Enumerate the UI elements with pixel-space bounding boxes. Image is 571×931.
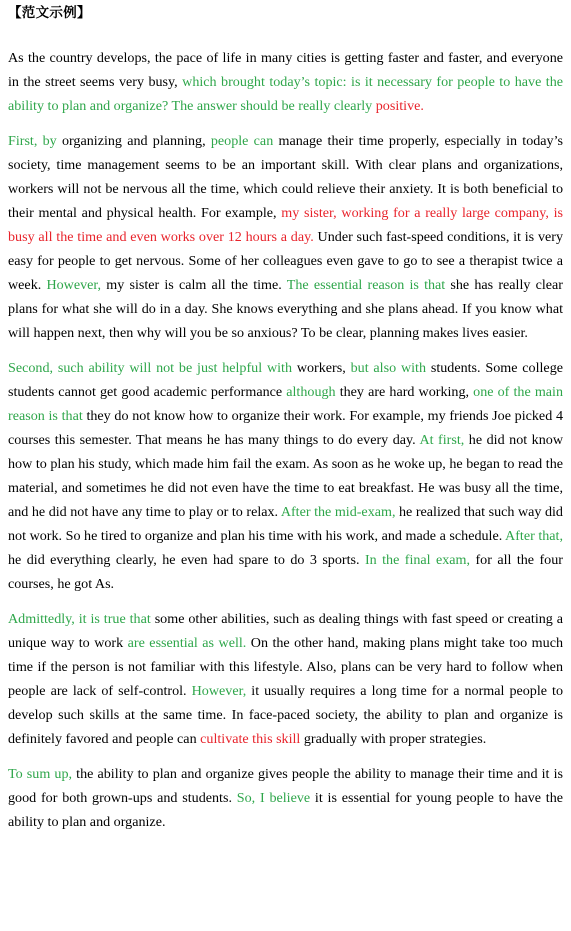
highlight-phrase-green: So, I believe — [236, 790, 311, 806]
highlight-phrase-green: After that, — [505, 528, 563, 544]
body-text: On the other hand, making plans might take too much time if the person is not familiar with this lifestyle. Also, plans can be very hard to follow when people are lack of self-control. — [8, 635, 563, 699]
body-text: the ability to plan and organize gives people the ability to manage their time and it is good for both grown-ups and students. — [8, 766, 563, 806]
body-text: students. Some college students cannot get good academic performance — [8, 360, 563, 400]
body-text: she has really clear plans for what she will do in a day. She knows everything and she plans ahead. If you know what will happen next, then why will you be so anxious? To be clear, planning makes lives easier. — [8, 277, 563, 341]
body-text: As the country develops, the pace of life in many cities is getting faster and faster, and everyone in the street seems very busy, — [8, 50, 563, 90]
body-text: organizing and planning, — [56, 133, 211, 149]
highlight-phrase-green: However, — [191, 683, 247, 699]
highlight-phrase-green: Second, such ability will not be just helpful with — [8, 360, 293, 376]
body-text: it is essential for young people to have the ability to plan and organize. — [8, 790, 564, 830]
highlight-phrase-green: people can — [210, 133, 274, 149]
body-text: for all the four courses, he got As. — [8, 552, 563, 592]
highlight-phrase-green: The essential reason is that — [286, 277, 446, 293]
highlight-phrase-green: although — [286, 384, 336, 400]
highlight-phrase-green: but also with — [350, 360, 427, 376]
body-text: Under such fast-speed conditions, it is very easy for people to get nervous. Some of her colleagues even gave to go to see a therapist twice a week. — [8, 229, 563, 293]
highlight-phrase-green: First, by — [8, 133, 57, 149]
highlight-phrase-green: However, — [46, 277, 102, 293]
highlight-phrase-green: one of the main reason is that — [8, 384, 563, 424]
highlight-phrase-green: To sum up, — [8, 766, 73, 782]
essay-paragraph-5 — [8, 762, 563, 834]
highlight-phrase-green: which brought today’s topic: is it necessary for people to have the ability to plan and organize? The answer should be really clearly — [8, 74, 564, 114]
body-text: it usually requires a long time for a normal people to develop such skills at the same time. In face-paced society, the ability to plan and organize is definitely favored and people can — [8, 683, 563, 747]
body-text: they are hard working, — [335, 384, 474, 400]
highlight-phrase-green: After the mid-exam, — [280, 504, 396, 520]
essay-paragraph-1 — [8, 46, 563, 118]
essay-body — [8, 46, 563, 834]
body-text: manage their time properly, especially in today’s society, time management seems to be an important skill. With clear plans and organizations, workers will not be nervous all the time, which could relieve their anxiety. It is both beneficial to their mental and physical health. For example, — [8, 133, 563, 221]
body-text: my sister is calm all the time. — [101, 277, 287, 293]
body-text: gradually with proper strategies. — [300, 731, 487, 747]
essay-paragraph-3 — [8, 356, 563, 596]
body-text: he did everything clearly, he even had spare to do 3 sports. — [8, 552, 365, 568]
highlight-phrase-red: cultivate this skill — [200, 731, 301, 747]
body-text: he did not know how to plan his study, which made him fail the exam. As soon as he woke up, he began to read the material, and sometimes he did not even have the time to eat breakfast. He was busy all the time, and he did not have any time to play or to relax. — [8, 432, 564, 520]
body-text: workers, — [292, 360, 351, 376]
highlight-phrase-red: my sister, working for a really large company, is busy all the time and even works over 12 hours a day. — [8, 205, 563, 245]
highlight-phrase-red: positive. — [375, 98, 424, 114]
highlight-phrase-green: In the final exam, — [364, 552, 471, 568]
highlight-phrase-green: are essential as well. — [127, 635, 247, 651]
body-text: some other abilities, such as dealing things with fast speed or creating a unique way to work — [8, 611, 564, 651]
body-text: they do not know how to organize their work. For example, my friends Joe picked 4 courses this semester. That means he has many things to do every day. — [8, 408, 563, 448]
highlight-phrase-green: At first, — [419, 432, 465, 448]
essay-paragraph-2 — [8, 129, 563, 345]
section-heading: 【范文示例】 — [8, 5, 91, 21]
body-text: he realized that such way did not work. So he tired to organize and plan his time with his work, and made a schedule. — [8, 504, 563, 544]
highlight-phrase-green: Admittedly, it is true that — [8, 611, 151, 627]
essay-paragraph-4 — [8, 607, 563, 751]
